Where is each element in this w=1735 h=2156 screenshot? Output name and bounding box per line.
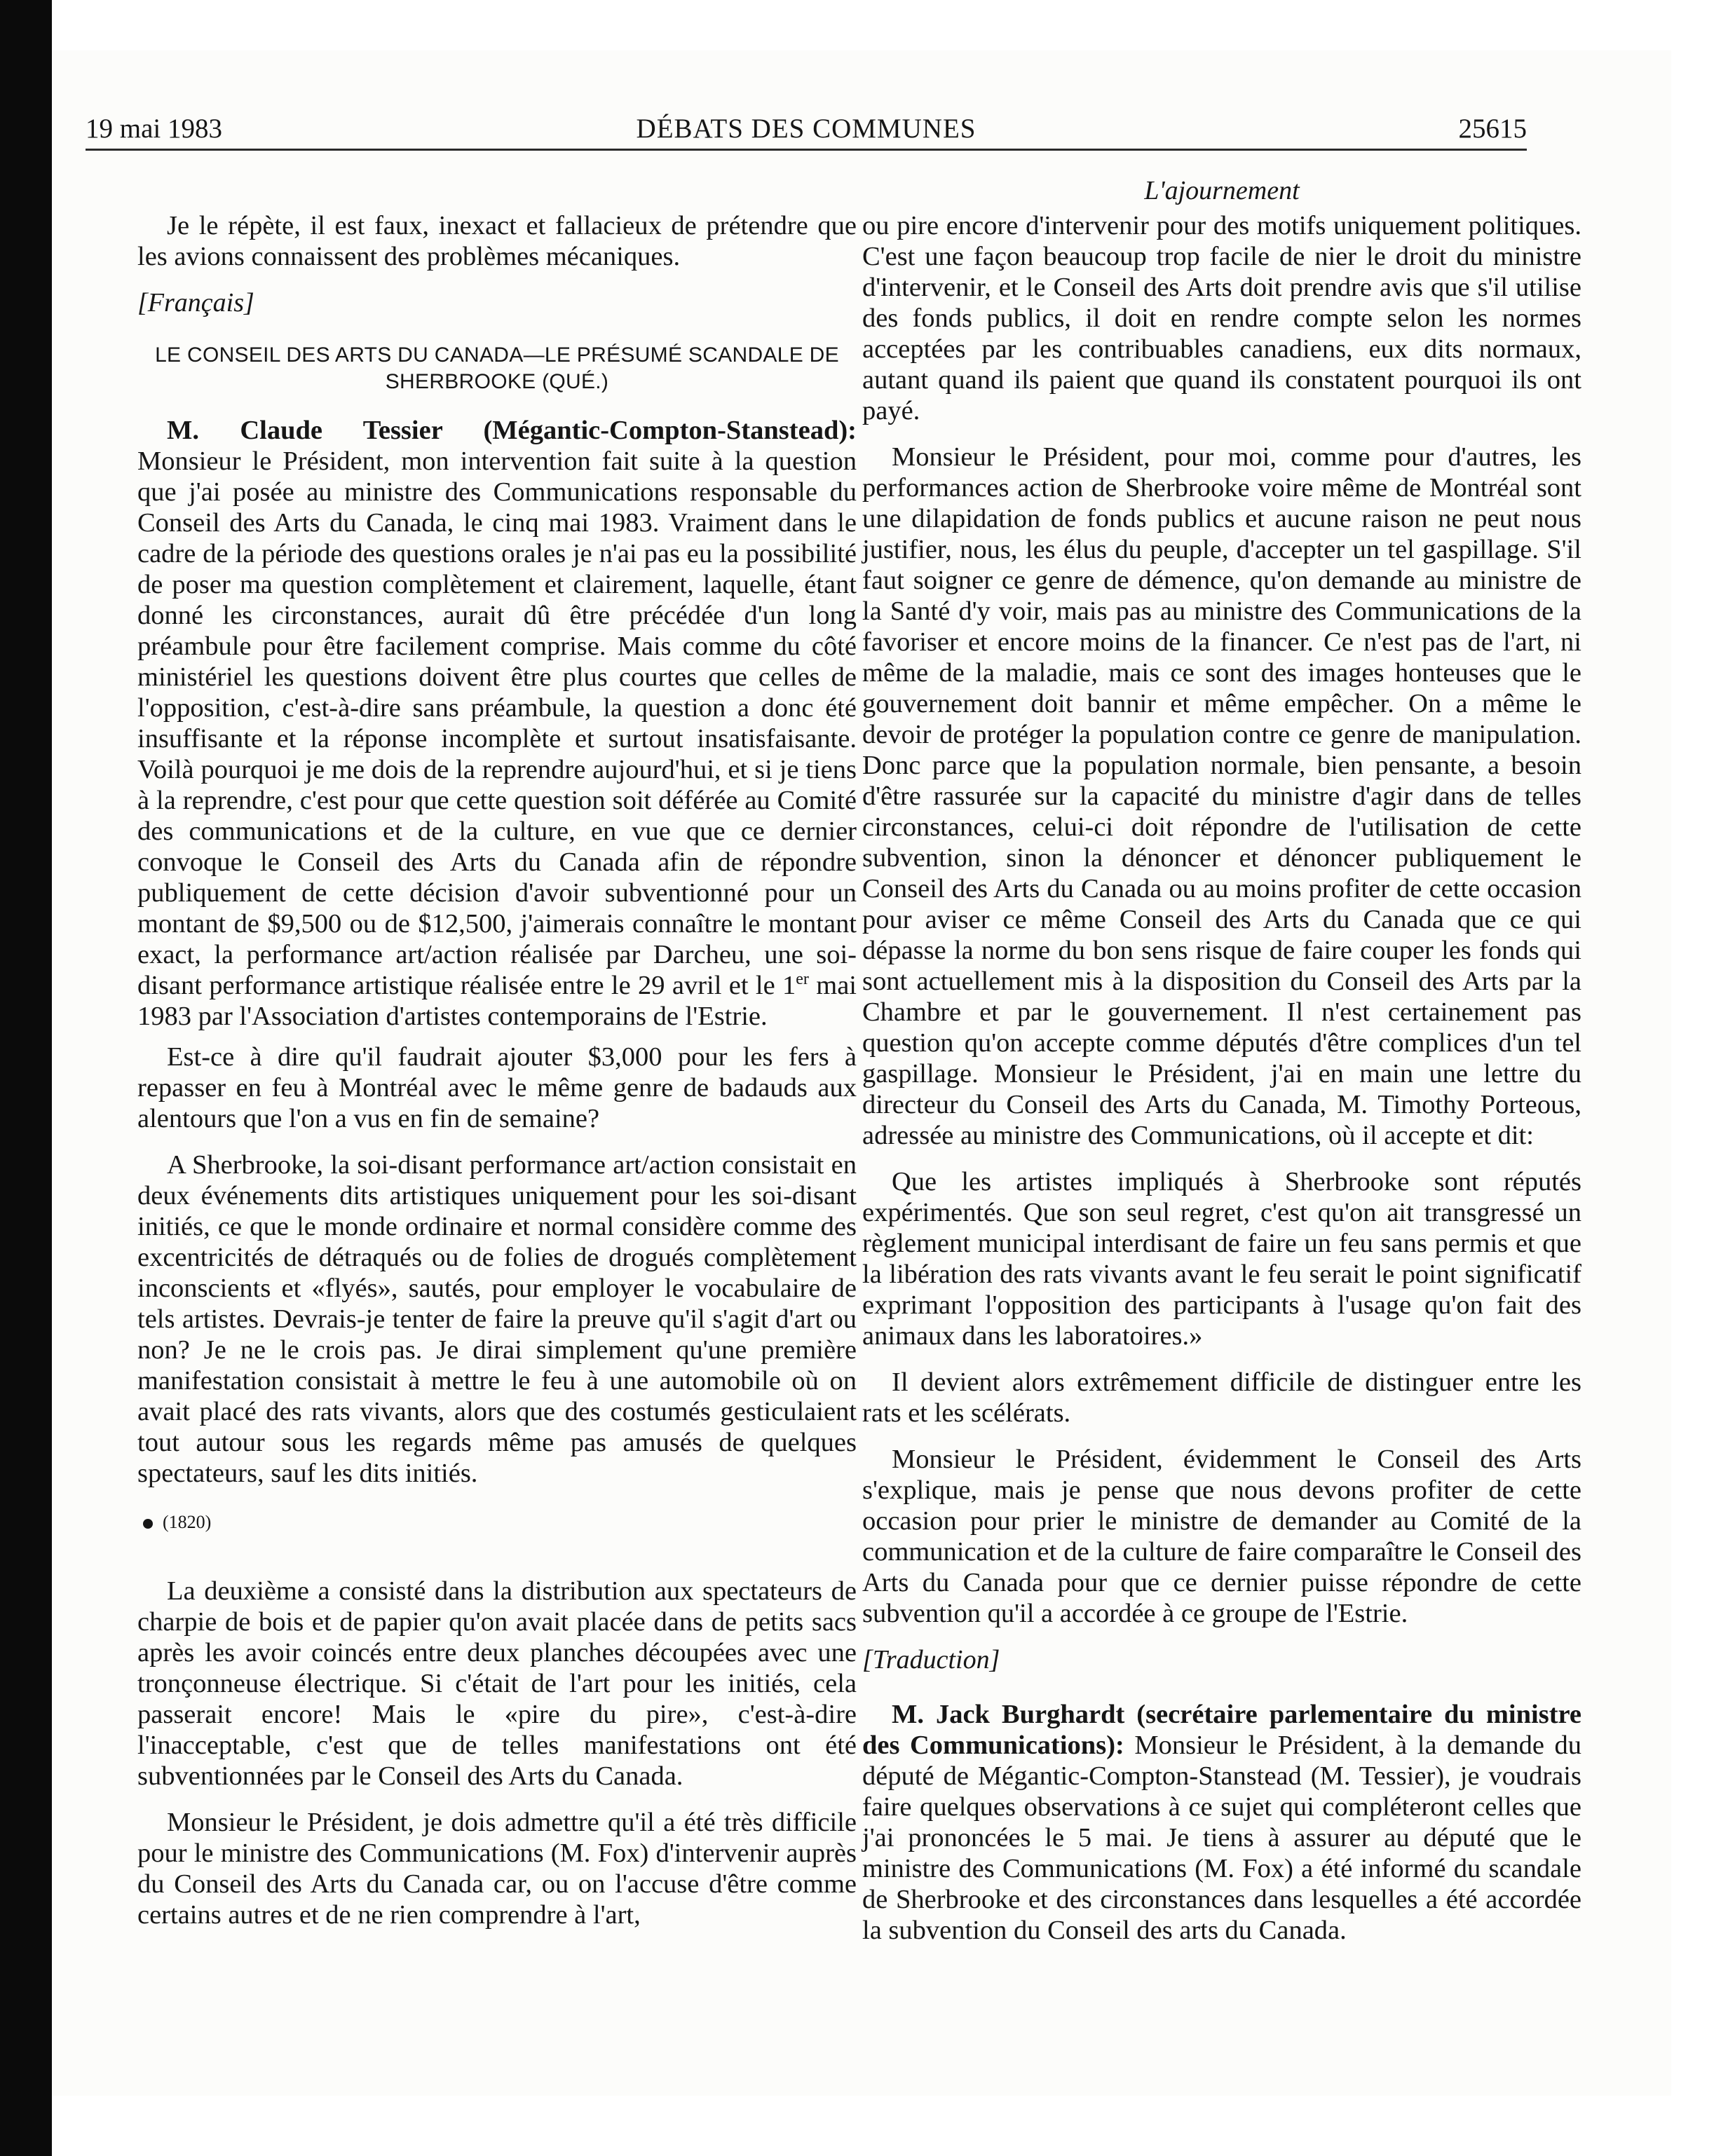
section-heading: LE CONSEIL DES ARTS DU CANADA—LE PRÉSUMÉ SCANDALE DE SHERBROOKE (QUÉ.) (155, 343, 839, 393)
paragraph: Monsieur le Président, pour moi, comme pour d'autres, les performances action de Sherbrooke voire même de Montréal sont une dilapidation de fonds publics et aucune raison ne peut nous justifier, nous, les élus du peuple, d'accepter un tel gaspillage. S'il faut soigner ce genre de démence, qu'on demande au ministre de la Santé d'y voir, mais pas au ministre des Communications de la favoriser et encore moins de la financer. Ce n'est pas de l'art, ni même de la maladie, mais ce sont des images honteuses que le gouvernement doit bannir et même empêcher. On a même le devoir de protéger la population contre ce genre de manipulation. Donc parce que la population normale, bien pensante, a besoin d'être rassurée sur la capacité du ministre d'agir dans de telles circonstances, celui-ci doit répondre de l'utilisation de cette subvention, sinon la dénoncer et dénoncer publiquement le Conseil des Arts du Canada ou au moins profiter de cette occasion pour aviser ce même Conseil des Arts du Canada que ce qui dépasse la norme du bon sens risque de faire couper les fonds qui sont actuellement mis à la disposition du Conseil des Arts par la Chambre et par le gouvernement. Il n'est certainement pas question qu'on accepte comme députés d'être complices d'un tel gaspillage. Monsieur le Président, j'ai en main une lettre du directeur du Conseil des Arts du Canada, M. Timothy Porteous, adressée au ministre des Communications, où il accepte et dit: (862, 442, 1581, 1150)
time-stamp: (1820) (163, 1512, 212, 1532)
paragraph: Je le répète, il est faux, inexact et fallacieux de prétendre que les avions connaissent des problèmes mécaniques. (137, 211, 857, 271)
superscript: er (796, 970, 809, 989)
header-title: DÉBATS DES COMMUNES (636, 114, 977, 144)
language-marker: [Français] (137, 288, 254, 318)
speech-paragraph (862, 1699, 1581, 1946)
speech-paragraph (137, 415, 857, 1032)
speech-text: Monsieur le Président, à la demande du député de Mégantic-Compton-Stanstead (M. Tessier), je voudrais faire quelques observations à ce sujet qui compléteront celles que j'ai prononcées le 5 mai. Je tiens à assurer au député que le ministre des Communications (M. Fox) a été informé du scandale de Sherbrooke et des circonstances dans lesquelles a été accordée la subvention du Conseil des arts du Canada. (862, 1731, 1582, 1945)
language-marker: [Traduction] (862, 1645, 1000, 1674)
speaker-name: M. Claude Tessier (Mégantic-Compton-Stanstead): (167, 416, 857, 445)
paragraph: Monsieur le Président, je dois admettre qu'il a été très difficile pour le ministre des Communications (M. Fox) d'intervenir auprès du Conseil des Arts du Canada car, ou on l'accuse d'être comme certains autres et de ne rien comprendre à l'art, (137, 1808, 857, 1930)
paragraph: Il devient alors extrêmement difficile de distinguer entre les rats et les scélérats. (862, 1367, 1581, 1428)
left-column (137, 210, 857, 1930)
header-page-number: 25615 (1458, 114, 1527, 144)
right-column (862, 210, 1581, 1946)
paragraph: A Sherbrooke, la soi-disant performance art/action consistait en deux événements dits artistiques uniquement pour les soi-disant initiés, ce que le monde ordinaire et normal considère comme des excentricités de détraqués ou de folies de drogués complètement inconscients et «flyés», sautés, pour employer le vocabulaire de tels artistes. Devrais-je tenter de faire la preuve qu'il s'agit d'art ou non? Je ne le crois pas. Je dirai simplement qu'une première manifestation consistait à mettre le feu à une automobile où on avait placé des rats vivants, alors que des costumés gesticulaient tout autour sous les regards même pas amusés de quelques spectateurs, sauf les dits initiés. (137, 1150, 857, 1488)
quoted-letter: Que les artistes impliqués à Sherbrooke sont réputés expérimentés. Que son seul regret, c'est qu'on ait transgressé un règlement municipal interdisant de faire un feu sans permis et que la libération des rats vivants avant le feu serait le point significatif exprimant l'opposition des participants à l'usage qu'on fait des animaux dans les laboratoires.» (862, 1167, 1581, 1351)
time-marker (137, 1507, 857, 1538)
paragraph: Monsieur le Président, évidemment le Conseil des Arts s'explique, mais je pense que nous devons profiter de cette occasion pour prier le ministre de demander au Comité de la communication et de la culture de faire comparaître le Conseil des Arts du Canada pour que ce dernier puisse répondre de cette subvention qu'il a accordée à ce groupe de l'Estrie. (862, 1445, 1581, 1628)
speaker-name: M. Jack Burghardt (secrétaire parlementaire du ministre des Communications): (862, 1700, 1581, 1760)
bullet-icon (143, 1519, 153, 1529)
speech-text: mai 1983 par l'Association d'artistes contemporains de l'Estrie. (137, 971, 857, 1031)
header-date: 19 mai 1983 (86, 114, 222, 144)
scan-edge-bar (0, 0, 52, 2156)
paragraph: ou pire encore d'intervenir pour des motifs uniquement politiques. C'est une façon beaucoup trop facile de nier le droit du ministre d'intervenir, et le Conseil des Arts doit prendre avis que s'il utilise des fonds publics, il doit en rendre compte selon les normes acceptées par les contribuables canadiens, eux dits normaux, autant quand ils paient que quand ils constatent pourquoi ils ont payé. (862, 211, 1581, 425)
paragraph: La deuxième a consisté dans la distribution aux spectateurs de charpie de bois et de papier qu'on avait placée dans de petits sacs après les avoir coincés entre deux planches découpées avec une tronçonneuse électrique. Si c'était de l'art pour les initiés, cela passerait encore! Mais le «pire du pire», c'est-à-dire l'inacceptable, c'est que de telles manifestations ont été subventionnées par le Conseil des Arts du Canada. (137, 1576, 857, 1791)
page-header (86, 114, 1527, 151)
speech-text: Monsieur le Président, mon intervention fait suite à la question que j'ai posée au ministre des Communications responsable du Conseil des Arts du Canada, le cinq mai 1983. Vraiment dans le cadre de la période des questions orales je n'ai pas eu la possibilité de poser ma question complètement et clairement, laquelle, étant donné les circonstances, aurait dû être précédée d'un long préambule pour être facilement comprise. Mais comme du côté ministériel les questions doivent être plus courtes que celles de l'opposition, c'est-à-dire sans préambule, la question a donc été insuffisante et la réponse incomplète et surtout insatisfaisante. Voilà pourquoi je me dois de la reprendre aujourd'hui, et si je tiens à la reprendre, c'est pour que cette question soit déférée au Comité des communications et de la culture, en vue que ce dernier convoque le Conseil des Arts du Canada afin de répondre publiquement de cette décision d'avoir subventionné pour un montant de $9,500 ou de $12,500, j'aimerais connaître le montant exact, la performance art/action réalisée par Darcheu, une soi-disant performance artistique réalisée entre le 29 avril et le 1 (137, 446, 857, 1000)
right-column-heading: L'ajournement (1144, 176, 1300, 205)
paragraph: Est-ce à dire qu'il faudrait ajouter $3,000 pour les fers à repasser en feu à Montréal avec le même genre de badauds aux alentours que l'on a vus en fin de semaine? (137, 1042, 857, 1133)
